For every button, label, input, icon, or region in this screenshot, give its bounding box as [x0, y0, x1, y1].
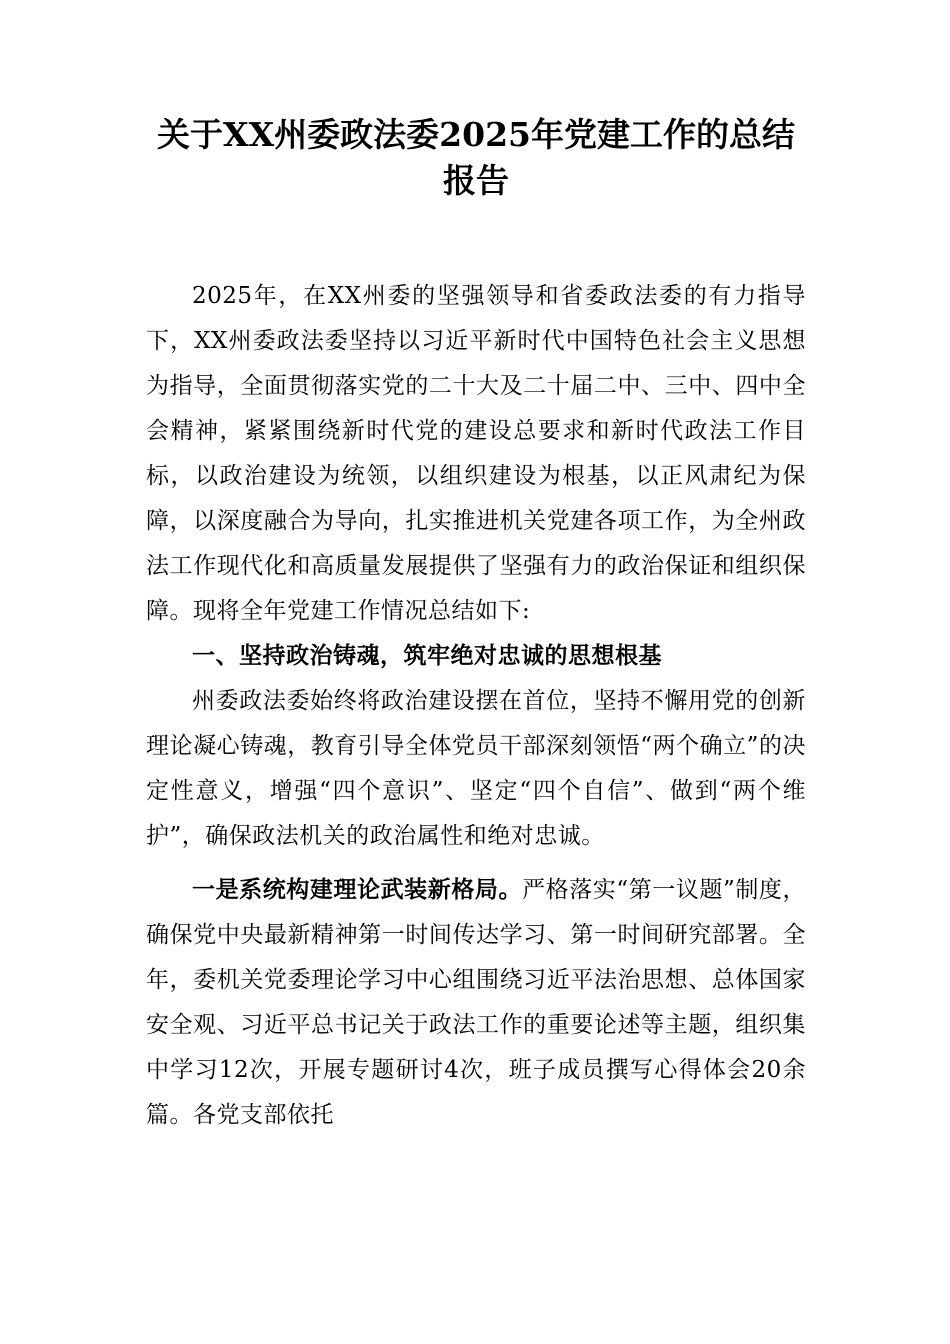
section-1-heading: 一、坚持政治铸魂，筑牢绝对忠诚的思想根基: [192, 643, 662, 669]
intro-paragraph: 2025年，在XX州委的坚强领导和省委政法委的有力指导下，XX州委政法委坚持以习近平新时代中国特色社会主义思想为指导，全面贯彻落实党的二十大及二十届二中、三中、四中全会精神，紧紧围绕新时代党的建设总要求和新时代政法工作目标，以政治建设为统领，以组织建设为根基，以正风肃纪为保障，以深度融合为导向，扎实推进机关党建各项工作，为全州政法工作现代化和高质量发展提供了坚强有力的政治保证和组织保障。现将全年党建工作情况总结如下:: [146, 283, 806, 624]
document-body: [146, 274, 806, 1138]
document-page: [146, 112, 806, 1138]
item-1-text: 严格落实“第一议题”制度，确保党中央最新精神第一时间传达学习、第一时间研究部署。全年，委机关党委理论学习中心组围绕习近平法治思想、总体国家安全观、习近平总书记关于政法工作的重要论述等主题，组织集中学习12次，开展专题研讨4次，班子成员撰写心得体会20余篇。各党支部依托: [146, 877, 806, 1128]
section-1-item-1: [146, 867, 806, 1138]
item-1-lead: 一是系统构建理论武装新格局。: [192, 876, 523, 903]
section-1-paragraph: 州委政法委始终将政治建设摆在首位，坚持不懈用党的创新理论凝心铸魂，教育引导全体党员干部深刻领悟“两个确立”的决定性意义，增强“四个意识”、坚定“四个自信”、做到“两个维护”，确保政法机关的政治属性和绝对忠诚。: [146, 688, 806, 849]
document-title: 关于XX州委政法委2025年党建工作的总结报告: [156, 115, 796, 200]
